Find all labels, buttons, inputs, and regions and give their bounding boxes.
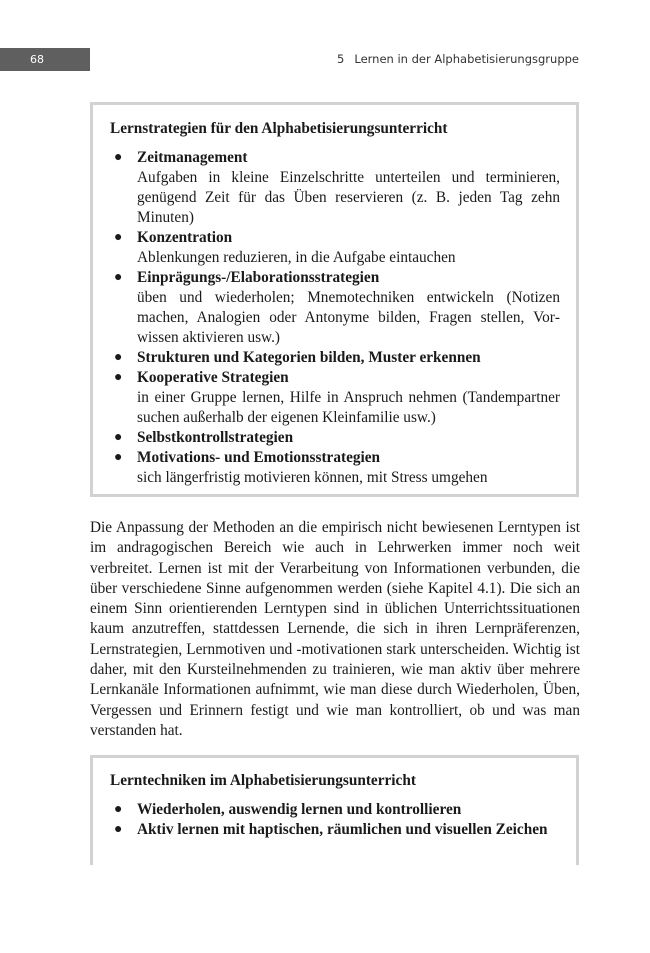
list-item <box>110 428 560 448</box>
item-title: Selbstkontrollstrategien <box>137 429 294 446</box>
item-title: Einprägungs-/Elaborationsstrategien <box>137 269 380 286</box>
item-description: sich längerfristig motivieren können, mit Stress umgehen <box>137 469 488 486</box>
box-title: Lerntechniken im Alphabetisierungsunterricht <box>110 772 416 789</box>
list-item <box>110 268 560 348</box>
bullet-icon: ● <box>114 802 123 817</box>
bullet-icon: ● <box>114 230 123 245</box>
item-title: Aktiv lernen mit haptischen, räumlichen und visuellen Zeichen <box>137 821 548 838</box>
body-paragraph: Die Anpassung der Methoden an die empirisch nicht bewiesenen Lerntypen ist im andragogischen Bereich wie auch in Lehrwerken immer noch weit verbreitet. Lernen ist mit der Verarbeitung von Informationen verbunden, die über verschiedene Sinne aufgenommen werden (siehe Kapitel 4.1). Die sich an einem Sinn orientierenden Lerntypen sind in üblichen Unterrichtssituationen kaum anzutreffen, stattdessen Lernende, die sich in ihren Lernpräferenzen, Lernstrategien, Lernmotiven und -motivationen stark unterscheiden. Wichtig ist daher, mit den Kursteilnehmenden zu trainieren, wie man aktiv über mehrere Lernkanäle Informationen aufnimmt, wie man diese durch Wiederholen, Üben, Vergessen und Erinnern festigt und wie man kontrolliert, ob und was man verstanden hat. <box>90 519 580 739</box>
running-head <box>337 52 579 66</box>
bullet-icon: ● <box>114 370 123 385</box>
bullet-icon: ● <box>114 150 123 165</box>
bullet-icon: ● <box>114 450 123 465</box>
box-title: Lernstrategien für den Alphabetisierungsunterricht <box>110 120 448 137</box>
item-title: Wiederholen, auswendig lernen und kontrollieren <box>137 801 462 818</box>
technique-list <box>110 800 560 840</box>
bullet-icon: ● <box>114 350 123 365</box>
list-item <box>110 228 560 268</box>
item-description: üben und wiederholen; Mnemotechniken entwickeln (Notizen machen, Analogien oder Antonyme bilden, Fragen stellen, Vorwissen aktivieren usw.) <box>137 289 560 346</box>
list-item <box>110 820 560 840</box>
item-title: Motivations- und Emotionsstrategien <box>137 449 381 466</box>
item-description: Ablenkungen reduzieren, in die Aufgabe eintauchen <box>137 249 456 266</box>
learning-strategies-box <box>90 102 579 497</box>
item-description: in einer Gruppe lernen, Hilfe in Anspruch nehmen (Tandempartner suchen außerhalb der eigenen Kleinfamilie usw.) <box>137 389 560 426</box>
bullet-icon: ● <box>114 270 123 285</box>
list-item <box>110 448 560 488</box>
list-item <box>110 368 560 428</box>
learning-techniques-box <box>90 755 579 865</box>
list-item <box>110 348 560 368</box>
strategy-list <box>110 148 560 488</box>
page-number: 68 <box>0 48 90 71</box>
list-item <box>110 148 560 228</box>
bullet-icon: ● <box>114 430 123 445</box>
bullet-icon: ● <box>114 822 123 837</box>
item-title: Kooperative Strategien <box>137 369 289 386</box>
item-title: Konzentration <box>137 229 233 246</box>
item-title: Strukturen und Kategorien bilden, Muster erkennen <box>137 349 481 366</box>
item-title: Zeitmanagement <box>137 149 248 166</box>
list-item <box>110 800 560 820</box>
item-description: Aufgaben in kleine Einzelschritte unterteilen und terminieren, genügend Zeit für das Üben reservieren (z. B. jeden Tag zehn Minuten) <box>137 169 560 226</box>
chapter-title: Lernen in der Alphabetisierungsgruppe <box>354 52 579 66</box>
chapter-number: 5 <box>337 52 345 66</box>
